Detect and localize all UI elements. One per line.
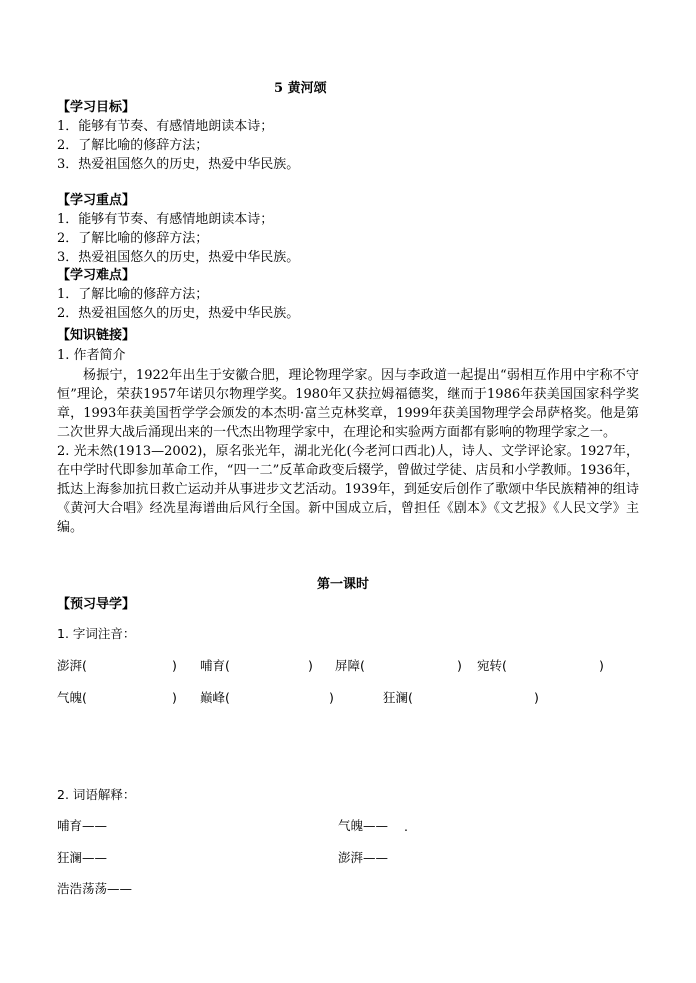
pinyin-blank-close: ) — [172, 658, 177, 673]
author-intro-heading: 1. 作者简介 — [57, 348, 126, 363]
keypoints-item: 3．热爱祖国悠久的历史，热爱中华民族。 — [57, 250, 300, 265]
pinyin-blank-close: ) — [172, 690, 177, 705]
keypoints-heading: 【学习重点】 — [57, 193, 136, 208]
keypoints-item: 2．了解比喻的修辞方法； — [57, 231, 209, 246]
preview-heading: 【预习导学】 — [57, 597, 136, 612]
pinyin-blank-close: ) — [457, 658, 462, 673]
pinyin-word: 巅峰( — [200, 690, 230, 705]
question-definitions: 2. 词语解释： — [57, 787, 136, 802]
pinyin-word: 气魄( — [57, 690, 87, 705]
pinyin-blank-close: ) — [329, 690, 334, 705]
pinyin-word: 屏障( — [335, 658, 365, 673]
goals-item: 3．热爱祖国悠久的历史，热爱中华民族。 — [57, 157, 300, 172]
keypoints-item: 1．能够有节奏、有感情地朗读本诗； — [57, 212, 274, 227]
term-item: 哺育—— — [57, 818, 108, 833]
author-intro-paragraph-1: 杨振宁，1922年出生于安徽合肥，理论物理学家。因与李政道一起提出“弱相互作用中宇称不守恒”理论，荣获1957年诺贝尔物理学奖。1980年又获拉姆福德奖，继而于1986年获美国国家科学奖章，1993年获美国哲学学会颁发的本杰明·富兰克林奖章，1999年获美国物理学会昂萨格奖。他是第二次世界大战后涌现出来的一代杰出物理学家中，在理论和实验两方面都有影响的物理学家之一。 — [57, 368, 639, 440]
stray-dot: . — [404, 819, 408, 834]
pinyin-word: 澎湃( — [57, 658, 87, 673]
page-title: 5 黄河颂 — [274, 81, 327, 96]
pinyin-word: 哺育( — [200, 658, 230, 673]
term-item: 狂澜—— — [57, 850, 108, 865]
goals-heading: 【学习目标】 — [57, 100, 136, 115]
difficulties-item: 1．了解比喻的修辞方法； — [57, 287, 209, 302]
goals-item: 1．能够有节奏、有感情地朗读本诗； — [57, 119, 274, 134]
pinyin-blank-close: ) — [308, 658, 313, 673]
question-pinyin: 1. 字词注音： — [57, 626, 136, 641]
term-item: 澎湃—— — [338, 850, 389, 865]
pinyin-word: 狂澜( — [383, 690, 413, 705]
difficulties-item: 2．热爱祖国悠久的历史，热爱中华民族。 — [57, 306, 300, 321]
term-item: 浩浩荡荡—— — [57, 881, 133, 896]
pinyin-word: 宛转( — [477, 658, 507, 673]
author-intro-paragraph-2: 2. 光未然(1913—2002)，原名张光年，湖北光化(今老河口西北)人，诗人、文学评论家。1927年，在中学时代即参加革命工作，“四一二”反革命政变后辍学，曾做过学徒、店员和小学教师。1936年，抵达上海参加抗日救亡运动并从事进步文艺活动。1939年，到延安后创作了歌颂中华民族精神的组诗《黄河大合唱》经冼星海谱曲后风行全国。新中国成立后，曾担任《剧本》《文艺报》《人民文学》主编。 — [57, 444, 639, 535]
pinyin-blank-close: ) — [534, 690, 539, 705]
knowledge-heading: 【知识链接】 — [57, 328, 136, 343]
goals-item: 2．了解比喻的修辞方法； — [57, 138, 209, 153]
lesson-title: 第一课时 — [317, 577, 370, 592]
term-item: 气魄—— — [338, 818, 389, 833]
pinyin-blank-close: ) — [599, 658, 604, 673]
difficulties-heading: 【学习难点】 — [57, 268, 136, 283]
